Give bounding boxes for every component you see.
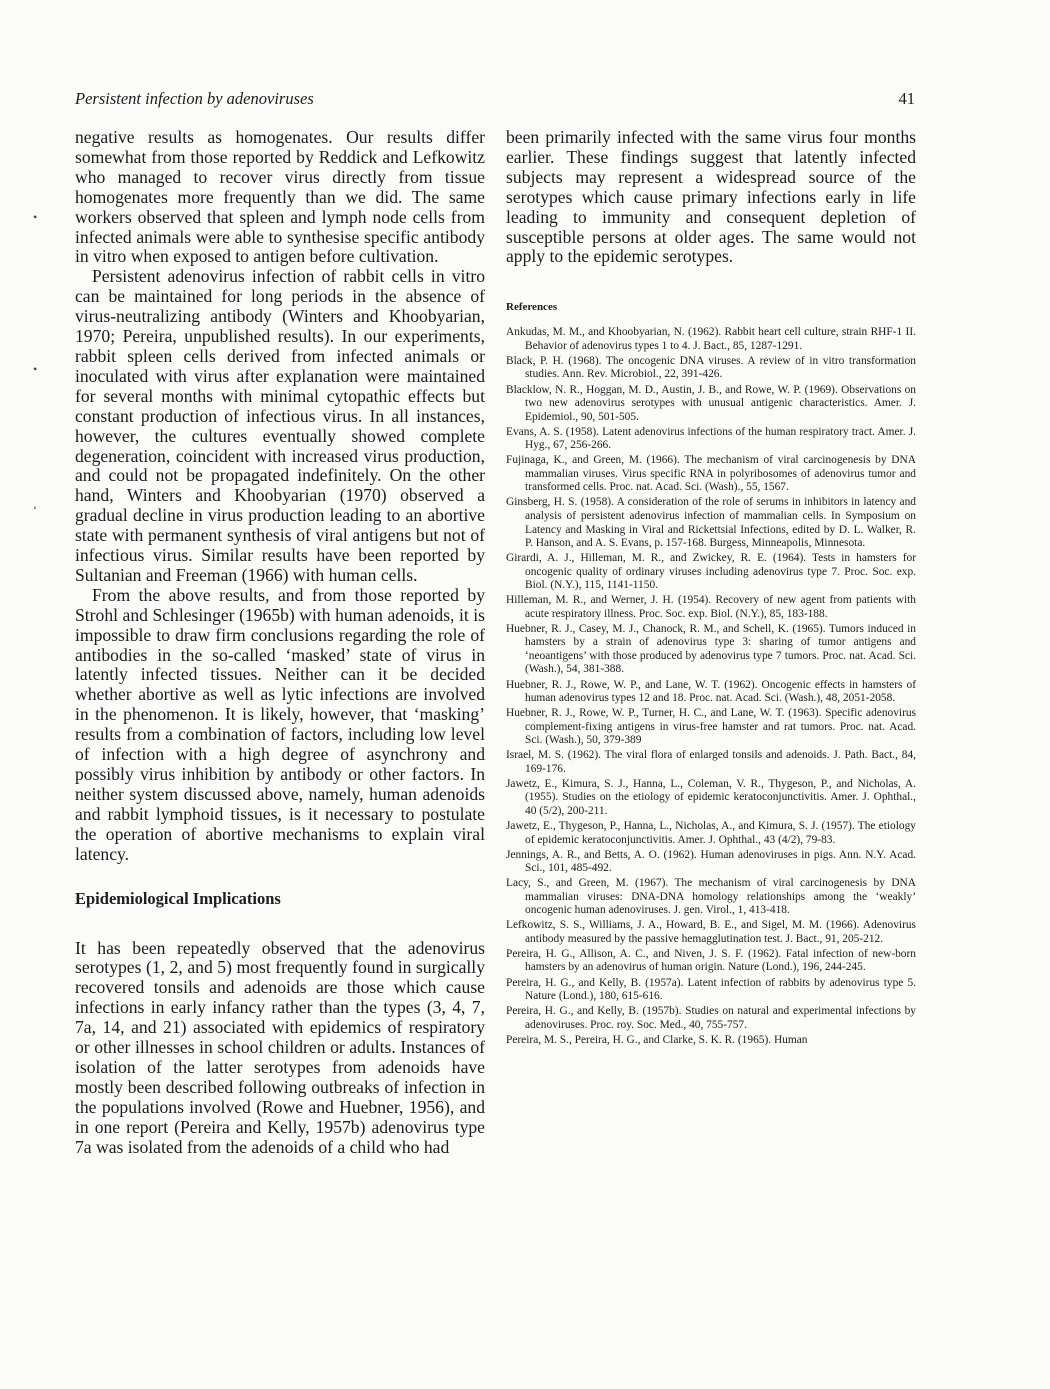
reference-item: Fujinaga, K., and Green, M. (1966). The mechanism of viral carcinogenesis by DNA mammalian viruses. Virus specific RNA in polyribosomes of adenovirus tumor and transformed cells. Proc. nat. Acad. Sci. (Wash)., 55, 1567.	[506, 454, 916, 494]
reference-item: Huebner, R. J., Rowe, W. P., and Lane, W. T. (1962). Oncogenic effects in hamsters of human adenovirus types 12 and 18. Proc. nat. Acad. Sci. (Wash.), 48, 2051-2058.	[506, 678, 916, 705]
right-column	[506, 128, 916, 1049]
reference-item: Pereira, H. G., Allison, A. C., and Niven, J. S. F. (1962). Fatal infection of new-born hamsters by an adenovirus of human origin. Nature (Lond.), 196, 244-245.	[506, 947, 916, 974]
reference-item: Jawetz, E., Kimura, S. J., Hanna, L., Coleman, V. R., Thygeson, P., and Nicholas, A. (1955). Studies on the etiology of epidemic keratoconjunctivitis. Amer. J. Ophthal., 40 (5/2), 200-211.	[506, 777, 916, 817]
reference-item: Jennings, A. R., and Betts, A. O. (1962). Human adenoviruses in pigs. Ann. N.Y. Acad. Sci., 101, 485-492.	[506, 848, 916, 875]
reference-item: Hilleman, M. R., and Werner, J. H. (1954). Recovery of new agent from patients with acute respiratory illness. Proc. Soc. exp. Biol. (N.Y.), 85, 183-188.	[506, 594, 916, 620]
body-paragraph: been primarily infected with the same virus four months earlier. These findings suggest that latently infected subjects may represent a widespread source of the serotypes which cause primary infections early in life leading to immunity and consequent depletion of susceptible persons at older ages. The same would not apply to the epidemic serotypes.	[506, 127, 916, 267]
body-paragraph: It has been repeatedly observed that the adenovirus serotypes (1, 2, and 5) most frequently found in surgically recovered tonsils and adenoids are those which cause infections in early infancy rather than the types (3, 4, 7, 7a, 14, and 21) associated with epidemics of respiratory or other illnesses in school children or adults. Instances of isolation of the latter serotypes from adenoids have mostly been described following outbreaks of infection in the populations involved (Rowe and Huebner, 1956), and in one report (Pereira and Kelly, 1957b) adenovirus type 7a was isolated from the adenoids of a child who had	[75, 937, 485, 1157]
reference-item: Pereira, H. G., and Kelly, B. (1957b). Studies on natural and experimental infections by adenoviruses. Proc. roy. Soc. Med., 40, 755-757.	[506, 1005, 916, 1031]
section-heading: Epidemiological Implications	[75, 888, 281, 908]
reference-item: Jawetz, E., Thygeson, P., Hanna, L., Nicholas, A., and Kimura, S. J. (1957). The etiology of epidemic keratoconjunctivitis. Amer. J. Ophthal., 43 (4/2), 79-83.	[506, 819, 916, 846]
reference-item: Black, P. H. (1968). The oncogenic DNA viruses. A review of in vitro transformation studies. Ann. Rev. Microbiol., 22, 391-426.	[506, 354, 916, 381]
reference-item: Girardi, A. J., Hilleman, M. R., and Zwickey, R. E. (1964). Tests in hamsters for oncogenic quality of ordinary viruses including adenovirus type 7. Proc. Soc. exp. Biol. (N.Y.), 115, 1141-1150.	[506, 552, 916, 592]
body-paragraph: negative results as homogenates. Our results differ somewhat from those reported by Reddick and Lefkowitz who managed to recover virus directly from tissue homogenates more frequently than we did. The same workers observed that spleen and lymph node cells from infected animals were able to synthesise specific antibody in vitro when exposed to antigen before cultivation.	[75, 127, 485, 267]
reference-item: Evans, A. S. (1958). Latent adenovirus infections of the human respiratory tract. Amer. J. Hyg., 67, 256-266.	[506, 425, 916, 452]
reference-item: Ginsberg, H. S. (1958). A consideration of the role of serums in inhibitors in latency and analysis of persistent adenovirus infection of mammalian cells. In Symposium on Latency and Masking in Viral and Rickettsial Infections, edited by D. L. Walker, R. P. Hanson, and A. S. Evans, p. 157-168. Burgess, Minneapolis, Minnesota.	[506, 496, 916, 550]
page-number: 41	[898, 89, 915, 108]
margin-mark: •	[33, 210, 38, 224]
reference-item: Ankudas, M. M., and Khoobyarian, N. (1962). Rabbit heart cell culture, strain RHF-1 II. Behavior of adenovirus types 1 to 4. J. Bact., 85, 1287-1291.	[506, 326, 916, 352]
reference-item: Huebner, R. J., Casey, M. J., Chanock, R. M., and Schell, K. (1965). Tumors induced in hamsters by a strain of adenovirus type 3: sharing of tumor antigens and ‘neoantigens’ with those produced by adenovirus type 7 tumors. Proc. nat. Acad. Sci. (Wash.), 54, 381-388.	[506, 622, 916, 676]
references-heading: References	[506, 301, 558, 314]
running-title: Persistent infection by adenoviruses	[75, 89, 314, 108]
reference-item: Blacklow, N. R., Hoggan, M. D., Austin, J. B., and Rowe, W. P. (1969). Observations on two new adenovirus serotypes with unusual antigenic characteristics. Amer. J. Epidemiol., 90, 501-505.	[506, 383, 916, 423]
margin-mark: ‘	[33, 503, 37, 517]
reference-item: Pereira, H. G., and Kelly, B. (1957a). Latent infection of rabbits by adenovirus type 5. Nature (Lond.), 180, 615-616.	[506, 976, 916, 1003]
reference-list	[506, 326, 916, 1047]
reference-item: Lacy, S., and Green, M. (1967). The mechanism of viral carcinogenesis by DNA mammalian viruses: DNA-DNA homology relationships among the ‘weakly’ oncogenic human adenoviruses. J. gen. Virol., 1, 413-418.	[506, 877, 916, 917]
reference-item: Lefkowitz, S. S., Williams, J. A., Howard, B. E., and Sigel, M. M. (1966). Adenovirus antibody measured by the passive hemagglutination test. J. Bact., 91, 205-212.	[506, 919, 916, 945]
reference-item: Huebner, R. J., Rowe, W. P., Turner, H. C., and Lane, W. T. (1963). Specific adenovirus complement-fixing antigens in virus-free hamster and rat tumors. Proc. nat. Acad. Sci. (Wash.), 50, 379-389	[506, 707, 916, 747]
body-paragraph: Persistent adenovirus infection of rabbit cells in vitro can be maintained for long periods in the absence of virus-neutralizing antibody (Winters and Khoobyarian, 1970; Pereira, unpublished results). In our experiments, rabbit spleen cells derived from infected animals or inoculated with virus after explanation were maintained for several months with minimal cytopathic effects but constant production of infectious virus. In all instances, however, the cultures eventually showed complete degeneration, coincident with increased virus production, and could not be propagated indefinitely. On the other hand, Winters and Khoobyarian (1970) observed a gradual decline in virus production leading to an abortive state with permanent synthesis of viral antigens but not of infectious virus. Similar results have been reported by Sultanian and Freeman (1966) with human cells.	[75, 266, 485, 585]
reference-item: Pereira, M. S., Pereira, H. G., and Clarke, S. K. R. (1965). Human	[506, 1033, 808, 1046]
margin-mark: •	[33, 362, 38, 376]
left-column	[75, 128, 485, 1158]
reference-item: Israel, M. S. (1962). The viral flora of enlarged tonsils and adenoids. J. Path. Bact., 84, 169-176.	[506, 749, 916, 775]
running-head	[75, 89, 915, 113]
body-paragraph: From the above results, and from those reported by Strohl and Schlesinger (1965b) with human adenoids, it is impossible to draw firm conclusions regarding the role of antibodies in the so-called ‘masked’ state of virus in latently infected tissues. Neither can it be decided whether abortive as well as lytic infections are involved in the phenomenon. It is likely, however, that ‘masking’ results from a combination of factors, including low level of infection with a high degree of asynchrony and possibly virus inhibition by antibody or other factors. In neither system discussed above, namely, human adenoids and rabbit lymphoid tissues, is it necessary to postulate the operation of abortive mechanisms to explain viral latency.	[75, 584, 485, 864]
